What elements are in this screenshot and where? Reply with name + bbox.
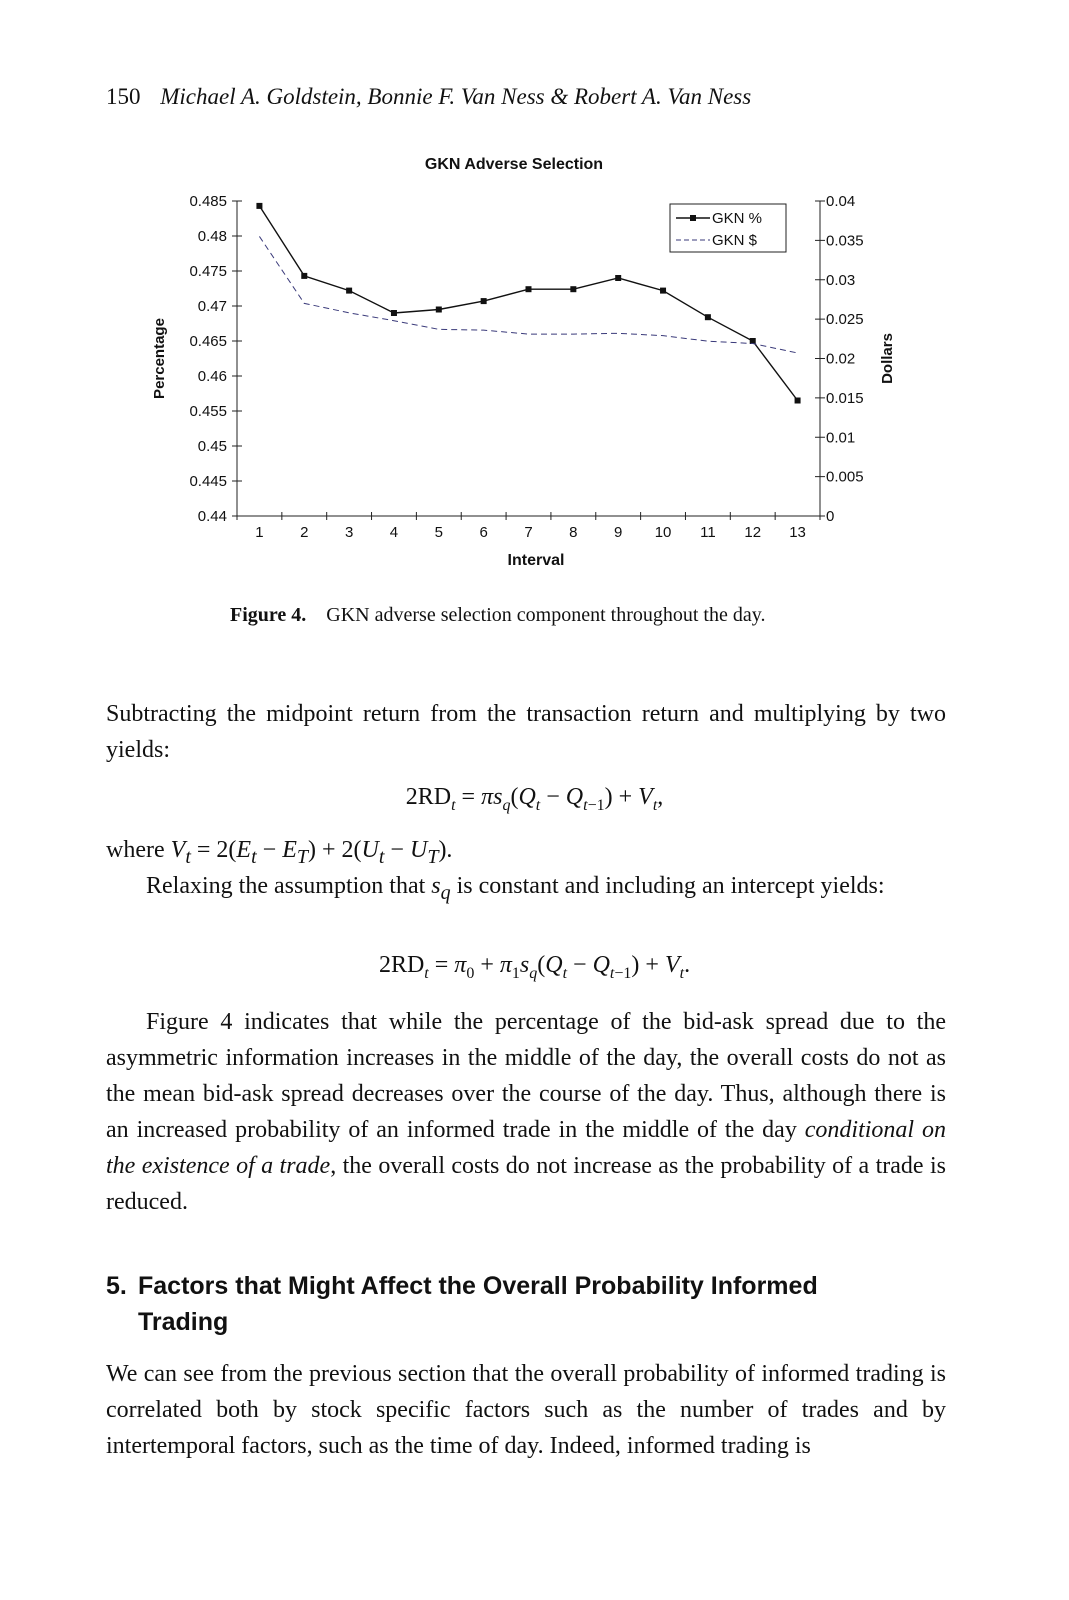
series-point <box>795 398 801 404</box>
y-left-tick-label: 0.445 <box>189 473 227 490</box>
x-tick-label: 6 <box>479 524 488 541</box>
chart-title: GKN Adverse Selection <box>424 156 604 173</box>
paragraph-where: where $V_t = 2(E_t - E_T) + 2(U_t - U_T)$. <box>106 837 453 868</box>
adverse-selection-chart <box>140 146 910 586</box>
paragraph-relaxing: Relaxing the assumption that $s_q$ is constant and including an intercept yields: <box>146 873 885 904</box>
x-tick-label: 12 <box>744 524 762 541</box>
series-point <box>301 273 307 279</box>
y-right-tick-label: 0 <box>826 508 835 525</box>
author-line: Michael A. Goldstein, Bonnie F. Van Ness & Robert A. Van Ness <box>160 84 752 109</box>
y-right-tick-label: 0.015 <box>826 389 864 407</box>
y-left-tick-label: 0.47 <box>197 298 227 315</box>
x-tick-label: 3 <box>344 524 354 541</box>
y-left-tick-label: 0.45 <box>197 438 227 455</box>
series-point <box>660 288 666 294</box>
section-heading <box>106 1268 926 1340</box>
x-tick-label: 4 <box>389 524 399 541</box>
y-axis-label-right: Dollars <box>879 333 896 384</box>
figure-caption-text: GKN adverse selection component throughout the day. <box>326 604 766 626</box>
x-tick-label: 7 <box>524 524 533 541</box>
series-point <box>346 288 352 294</box>
figure-label: Figure 4. <box>230 604 307 626</box>
series-point <box>481 298 487 304</box>
series-point <box>436 307 442 313</box>
y-right-tick-label: 0.005 <box>826 468 864 486</box>
x-tick-label: 11 <box>700 524 716 541</box>
x-tick-label: 9 <box>614 524 623 541</box>
legend-marker <box>690 215 696 221</box>
figure-caption <box>230 604 765 627</box>
chart-legend <box>670 204 786 252</box>
y-right-tick-label: 0.025 <box>826 311 864 329</box>
running-head <box>106 84 751 110</box>
x-tick-label: 1 <box>255 524 264 541</box>
x-tick-label: 10 <box>654 524 672 541</box>
series-point <box>615 275 621 281</box>
y-left-tick-label: 0.46 <box>197 368 227 385</box>
equation-1: $2RD_t = \pi s_q(Q_t - Q_{t-1}) + V_t$, <box>405 784 664 814</box>
section-number: 5. <box>106 1272 127 1300</box>
paragraph-1: Subtracting the midpoint return from the transaction return and multiplying by two yields: <box>106 701 946 763</box>
series-point <box>391 310 397 316</box>
y-left-tick-label: 0.455 <box>189 403 227 420</box>
series-point <box>256 203 262 209</box>
series-point <box>570 286 576 292</box>
y-left-tick-label: 0.485 <box>189 193 227 210</box>
paragraph-section-5: We can see from the previous section that the overall probability of informed trading is correlated both by stock specific factors such as the number of trades and by intertemporal factors, such as the time of day. Indeed, informed trading is <box>106 1361 946 1459</box>
series-point <box>526 286 532 292</box>
equation-2: $2RD_t = \pi_0 + \pi_1s_q(Q_t - Q_{t-1}) + V_t$. <box>378 952 691 982</box>
x-axis-label: Interval <box>507 552 565 569</box>
y-left-tick-label: 0.48 <box>197 228 227 245</box>
series-point <box>705 314 711 320</box>
x-tick-label: 5 <box>434 524 443 541</box>
series-line-2 <box>259 236 797 353</box>
x-tick-label: 8 <box>569 524 578 541</box>
section-title-line-2: Trading <box>138 1308 229 1336</box>
legend-label: GKN $ <box>712 232 758 249</box>
x-tick-label: 13 <box>789 524 806 541</box>
y-left-tick-label: 0.465 <box>189 333 227 350</box>
section-title-line-1: Factors that Might Affect the Overall Probability Informed <box>138 1272 818 1300</box>
y-right-tick-label: 0.03 <box>826 271 856 289</box>
y-right-tick-label: 0.04 <box>826 193 856 210</box>
y-right-tick-label: 0.02 <box>826 350 856 368</box>
y-left-tick-label: 0.475 <box>189 263 227 280</box>
y-right-tick-label: 0.01 <box>826 429 856 447</box>
page-number: 150 <box>106 84 141 109</box>
x-tick-label: 2 <box>300 524 309 541</box>
y-left-tick-label: 0.44 <box>197 508 227 525</box>
paragraph-figure-discussion: Figure 4 indicates that while the percentage of the bid-ask spread due to the asymmetric information increases in the middle of the day, the overall costs do not as the mean bid-ask spread decreases over the course of the day. Thus, although there is an increased probability of an informed trade in the middle of the day conditional on the existence of a trade, the overall costs do not increase as the probability of a trade is reduced. <box>106 1009 946 1215</box>
y-right-tick-label: 0.035 <box>826 232 864 250</box>
y-axis-label-left: Percentage <box>151 318 168 399</box>
legend-label: GKN % <box>712 210 763 227</box>
